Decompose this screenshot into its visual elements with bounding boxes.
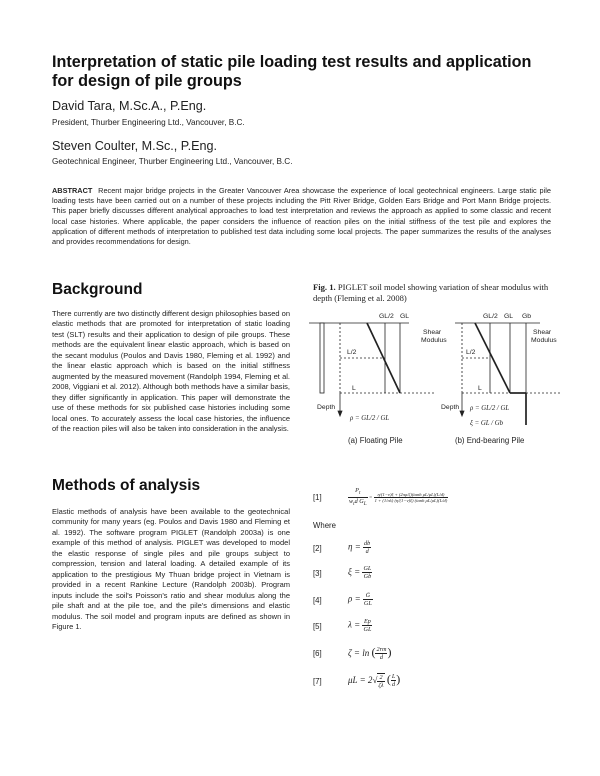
equation-7-numerator: 2 [377,674,384,682]
equation-1-equals: = [368,494,374,501]
equation-6-denominator: d [379,654,383,662]
figure-caption-label: Fig. 1. [313,282,336,292]
where-label: Where [313,521,336,530]
equation-1-rhs [374,492,449,504]
equation-7 [348,672,400,689]
equation-3-numerator: GL [363,565,372,572]
equation-6 [348,645,391,661]
section-heading-background: Background [52,281,143,298]
equation-3-fraction [362,565,372,580]
equation-1-rhs-den: 1 + (1/πλ) (η/(1−ν)ξ) (tanh μL/μL)(L/d) [374,498,448,504]
label-xi-b: ξ = GL / Gb [470,420,504,427]
label-l2-b: L/2 [466,349,476,356]
abstract-text: Recent major bridge projects in the Greater Vancouver Area showcase the experience of local geotechnical engineers. Large static pile loading tests have been carried out on a number of these projects including the Pitt River Bridge, Golden Ears Bridge and Port Mann Bridge projects. This paper briefly discusses different analytical approaches to load test interpretation and reviews the approach as applied to some classic and recent local case histories. Where applicable, the paper considers the influence of reaction piles on the initial stiffness of the test pile and explores the application of different methods of interpretation to published test data including some local projects. The paper summarizes the results of the analyses and provides recommendations for design. [52,186,551,247]
equation-5-numerator: Ep [364,618,371,625]
equation-5 [348,618,372,633]
pile-a [320,323,324,393]
equation-6-fraction [375,646,387,661]
equation-3 [348,565,372,580]
equation-7-denominator: ζλ [378,681,384,689]
equation-number-1: [1] [313,493,322,502]
depth-arrow-a [338,411,342,416]
equation-2-fraction [363,540,371,555]
section-heading-methods: Methods of analysis [52,477,201,494]
equation-1-lhs-num: $P_t$ [348,487,368,498]
subfigure-label-a: (a) Floating Pile [348,436,403,445]
equation-4-denominator: GL [363,600,372,607]
equation-5-fraction [362,618,372,633]
equation-2-numerator: db [364,540,371,547]
equation-4-numerator: Ḡ [363,592,373,600]
equation-4 [348,592,373,607]
equation-5-denominator: GL [363,626,372,633]
label-l-b: L [478,385,482,392]
section-text-methods: Elastic methods of analysis have been available to the geotechnical community for many years (eg. Poulos and Davis 1980 and Fleming et al. 1992). The software program PIGLET (Randolph 2003a) is one example of this method of analysis. PIGLET was developed to model the elastic response of single piles and pile groups subject to compression, tension and lateral loading. A detailed example of its application to the prestigious My Thuan bridge project in Vietnam is provided in a recent Rankine Lecture (Randolph 2003b). Program inputs include the soil's Poisson's ratio and shear modulus along the pile shaft and at the pile toe, and the pile's dimensions and elastic modulus. The soil model and program inputs are defined as shown in Figure 1. [52,507,290,631]
equation-number-3: [3] [313,569,322,578]
label-shear-a: Shear [423,329,442,336]
figure-caption-text: PIGLET soil model showing variation of shear modulus with depth (Fleming et al. 2008) [313,282,549,303]
label-shear-b: Shear [533,329,552,336]
equation-4-lhs: ρ = [348,593,361,604]
author-affiliation-1: President, Thurber Engineering Ltd., Vancouver, B.C. [52,118,245,127]
label-gb-b: Gb [522,313,532,320]
author-name-2: Steven Coulter, M.Sc., P.Eng. [52,139,217,153]
label-l-a: L [352,385,356,392]
label-rho-a: ρ = GL/2 / GL [350,415,390,422]
equation-3-lhs: ξ = [348,566,361,577]
equation-1-lhs [348,487,368,508]
label-gl-b: GL [504,313,514,320]
label-gl-a: GL [400,313,410,320]
equation-number-4: [4] [313,596,322,605]
depth-arrow-b [460,411,464,416]
author-name-1: David Tara, M.Sc.A., P.Eng. [52,99,207,113]
equation-5-lhs: λ = [348,619,361,630]
equation-1-rhs-num: η/(1−ν)ξ + (2πρ/ζ)(tanh μL/μL)(L/d) [374,492,449,498]
equation-7-ratio-den: d [392,681,396,689]
label-rho-b: ρ = GL/2 / GL [470,405,510,412]
subfigure-label-b: (b) End-bearing Pile [455,436,525,445]
label-depth-b: Depth [441,404,460,411]
author-affiliation-2: Geotechnical Engineer, Thurber Engineering Ltd., Vancouver, B.C. [52,157,293,166]
equation-number-5: [5] [313,622,322,631]
label-gl2-a: GL/2 [379,313,394,320]
equation-6-paren-open: ( [371,645,376,659]
piglet-soil-model-figure [305,305,565,433]
label-gl2-b: GL/2 [483,313,498,320]
modulus-profile-b [475,323,510,393]
equation-7-ratio-num: L [391,673,396,681]
modulus-profile-a [367,323,400,393]
paper-title: Interpretation of static pile loading test results and application for design of pile groups [52,53,532,90]
label-l2-a: L/2 [347,349,357,356]
equation-3-denominator: Gb [363,573,372,580]
label-depth-a: Depth [317,404,336,411]
equation-1 [348,487,448,508]
equation-number-6: [6] [313,649,322,658]
equation-number-2: [2] [313,544,322,553]
equation-2-lhs: η = [348,541,361,552]
equation-7-paren-close: ) [396,672,401,686]
equation-2-denominator: d [365,548,369,555]
equation-2 [348,540,371,555]
section-text-background: There currently are two distinctly different design philosophies based on elastic methods that are promoted for interpretation of static loading test (SLT) results and their application to design of pile groups. These methods are the equivalent linear elastic approach, which is based on the secant modulus (Poulos and Davis 1980, Fleming et al. 1992) and the linear elastic approach which is based on the initial stiffness augmented by the measured movement (Randolph 1994, Fleming et al. 2008, Viggiani et al. 2012). Although both methods have a similar basis, they differ significantly in application. This paper will demonstrate the use of these methods for six published case histories including some local ones. To accurately assess the local case histories, the influence of the reaction piles will also be taken into consideration in the analysis. [52,309,290,433]
equation-7-paren-open: ( [386,672,391,686]
equation-7-lhs: μL = 2 [348,675,373,685]
equation-1-lhs-den: $w_td$ $G_L$ [349,498,367,508]
equation-6-lhs: ζ = ln [348,648,370,658]
equation-6-numerator: 2rm [376,646,387,654]
abstract [52,186,551,247]
equation-7-sqrt: √ [372,675,378,685]
figure-caption [313,282,551,304]
label-modulus-b: Modulus [531,337,557,344]
label-modulus-a: Modulus [421,337,447,344]
equation-6-paren-close: ) [387,645,392,659]
equation-number-7: [7] [313,677,322,686]
equation-4-fraction [363,592,373,607]
abstract-label: ABSTRACT [52,186,93,195]
equation-7-fraction [377,673,384,689]
